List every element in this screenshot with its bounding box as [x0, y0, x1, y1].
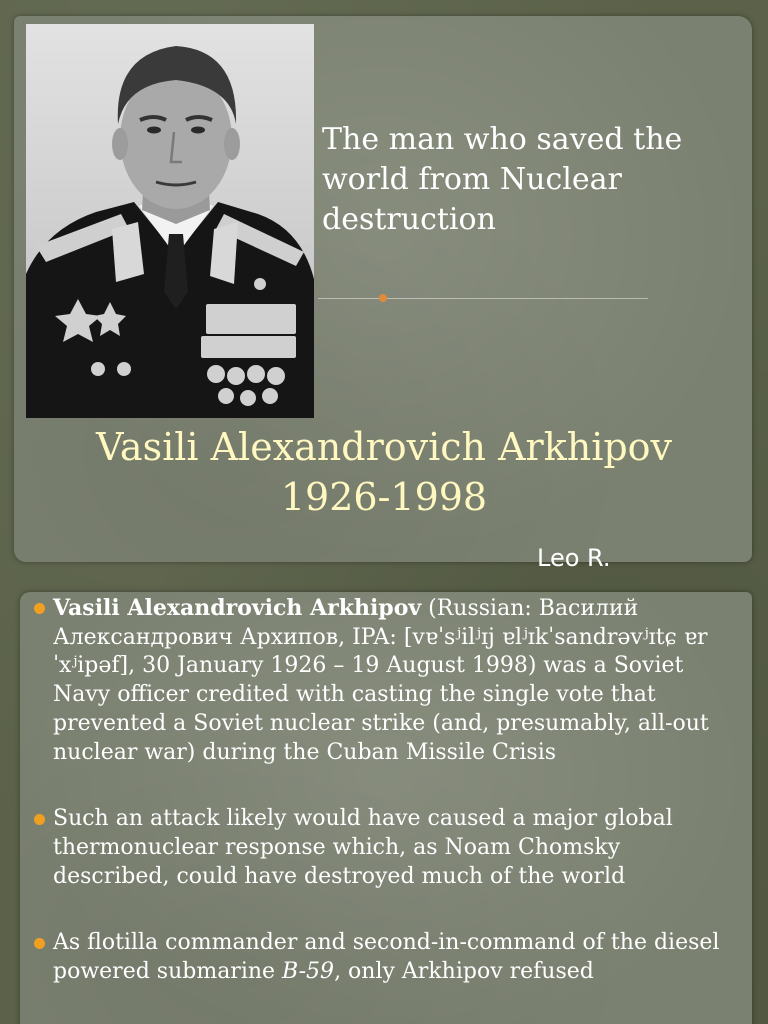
title-line-name: Vasili Alexandrovich Arkhipov — [95, 425, 673, 469]
portrait-photo — [26, 24, 314, 418]
bullet-body-post: , only Arkhipov refused — [334, 959, 594, 985]
subtitle-line-1: The man who saved the — [322, 122, 683, 157]
subtitle-line-2: world from Nuclear — [322, 162, 622, 197]
bullet-dot-icon — [34, 814, 45, 825]
content-slide — [0, 580, 768, 1024]
submarine-name: B-59 — [282, 959, 335, 985]
bullet-dot-icon — [34, 938, 45, 949]
bullet-text: Such an attack likely would have caused a major global thermonuclear response which, as Noam Chomsky described, could have destroyed much of the world — [53, 806, 673, 889]
bullet-body-pre: As flotilla commander and second-in-command of the diesel powered submarine — [53, 930, 720, 985]
slide-subtitle — [322, 120, 752, 240]
bullet-item-biography — [0, 594, 768, 767]
bullet-text — [53, 929, 743, 986]
portrait-illustration — [26, 24, 314, 418]
title-line-years: 1926-1998 — [280, 475, 488, 519]
bullet-item-submarine — [0, 929, 768, 986]
bullet-list — [0, 594, 768, 1024]
author-name: Leo R. — [537, 544, 611, 572]
bullet-body: (Russian: Василий Александрович Архипов, IPA: [vɐˈsʲilʲɪj ɐlʲɪkˈsandrəvʲɪtɕ ɐrˈxʲipəf], 30 January 1926 – 19 August 1998) was a Soviet Navy officer credited with casting the single vote that prevented a Soviet nuclear strike (and, presumably, all-out nuclear war) during the Cuban Missile Crisis — [53, 596, 709, 765]
bullet-dot-icon — [34, 603, 45, 614]
bullet-text — [53, 594, 743, 767]
divider-dot-icon — [379, 294, 387, 302]
bullet-item-consequence — [0, 805, 768, 891]
bullet-bold-name: Vasili Alexandrovich Arkhipov — [53, 595, 422, 621]
divider-line — [318, 298, 648, 299]
slide-title — [0, 422, 768, 522]
subtitle-line-3: destruction — [322, 202, 496, 237]
